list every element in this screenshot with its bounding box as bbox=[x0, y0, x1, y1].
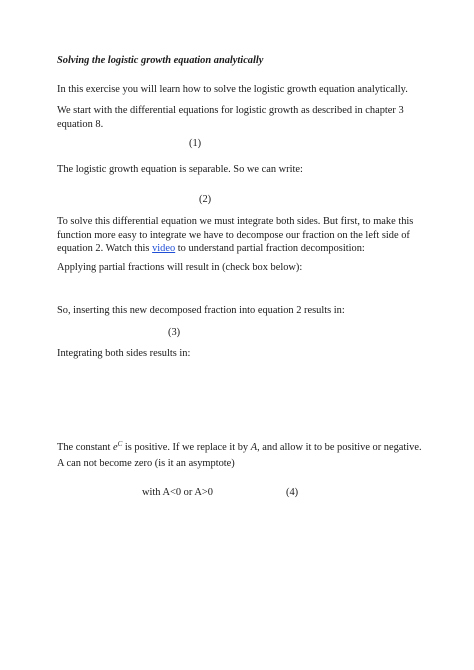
constant-text-a: The constant bbox=[57, 442, 111, 453]
inserting-paragraph: So, inserting this new decomposed fraction into equation 2 results in: bbox=[57, 305, 345, 316]
video-link[interactable]: video bbox=[152, 243, 176, 254]
document-title: Solving the logistic growth equation analytically bbox=[57, 55, 264, 66]
equation-number-4: (4) bbox=[286, 487, 299, 498]
constant-text-b: is positive. If we replace it by bbox=[124, 442, 249, 453]
equation-number-2: (2) bbox=[199, 194, 212, 205]
constant-text-c: , and allow it to be positive or negative. A can not become zero (is it an asymptote) bbox=[57, 442, 422, 469]
integrating-paragraph: Integrating both sides results in: bbox=[57, 348, 191, 359]
integrate-text-before: To solve this differential equation we must integrate both sides. But first, to make this function more easy to integrate we have to decompose our fraction on the left side of equation 2. Watch this bbox=[57, 216, 414, 254]
constant-paragraph bbox=[57, 440, 422, 472]
integrate-text-after: to understand partial fraction decomposition: bbox=[177, 243, 365, 254]
start-paragraph: We start with the differential equations for logistic growth as described in chapter 3 equation 8. bbox=[57, 105, 404, 130]
constant-c-superscript: C bbox=[117, 440, 123, 448]
intro-paragraph: In this exercise you will learn how to solve the logistic growth equation analytically. bbox=[57, 84, 408, 95]
separable-paragraph: The logistic growth equation is separable. So we can write: bbox=[57, 164, 303, 175]
equation-number-3: (3) bbox=[168, 327, 181, 338]
equation-4-condition: with A<0 or A>0 bbox=[142, 487, 213, 498]
integrate-paragraph bbox=[57, 215, 422, 256]
constant-e-symbol: e bbox=[113, 442, 118, 453]
constant-a-symbol: A bbox=[250, 442, 258, 453]
partial-fractions-paragraph: Applying partial fractions will result in (check box below): bbox=[57, 262, 303, 273]
equation-number-1: (1) bbox=[189, 138, 202, 149]
